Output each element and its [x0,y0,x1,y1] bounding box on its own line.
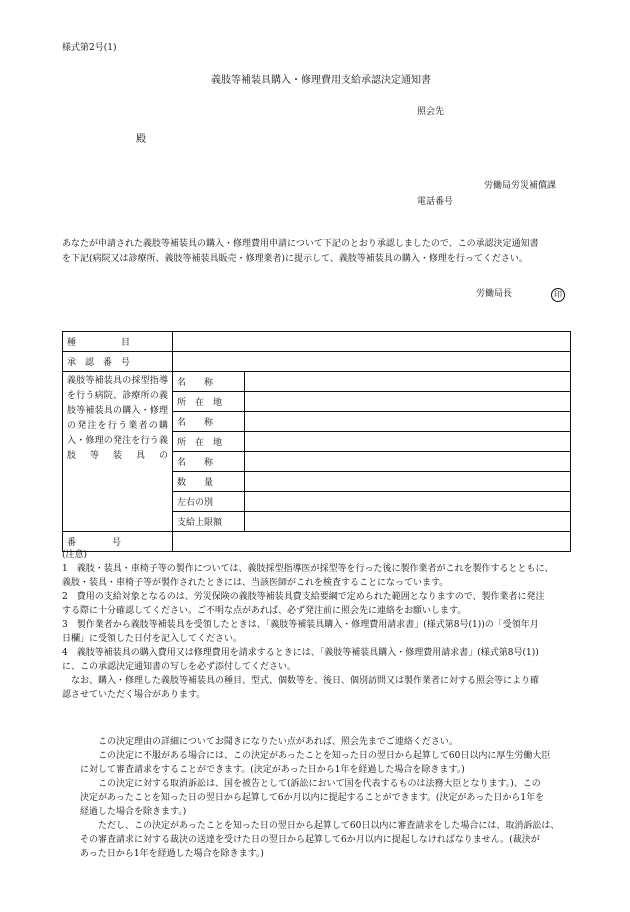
vendor-name-value [245,412,571,432]
appeal-line: ただし、この決定があったことを知った日の翌日から起算して60日以内に審査請求をした場合には、取消訴訟は、 [98,821,560,831]
note-line: 日欄」に受領した日付を記入してください。 [62,634,243,644]
table-row [63,332,571,352]
device-name-value [245,452,571,472]
body-text-line-2: を下記(病院又は診療所、義肢等補装具販売・修理業者)に提示して、義肢等補装具の購入・修理を行ってください。 [62,254,528,264]
vendor-address-label: 所 在 地 [173,432,245,452]
note-line: 義肢・装具・車椅子等が製作されたときには、当該医師がこれを検査することになっています。 [62,578,449,588]
type-value [173,332,571,352]
bureau-department: 労働局労災補償課 [484,181,557,191]
hospital-name-label: 名 称 [173,372,245,392]
body-text-line-1: あなたが申請された義肢等補装具の購入・修理費用申請について下記のとおり承認しましたので、この承認決定通知書 [62,239,539,249]
type-label: 種 目 [63,332,173,352]
note-line: 認させていただく場合があります。 [62,690,206,700]
addressee-suffix: 殿 [136,134,146,145]
limit-value [245,512,571,532]
limit-label: 支給上限額 [173,512,245,532]
note-line: 2 費用の支給対象となるのは、労災保険の義肢等補装具費支給要綱で定められた範囲となりますので、製作業者に発注 [62,592,545,602]
note-line: する際に十分確認してください。ご不明な点があれば、必ず発注前に照会先に連絡をお願いします。 [62,606,467,616]
approval-table [62,331,571,552]
table-row [63,352,571,372]
notes-heading: (注意) [62,550,88,560]
appeal-line: この決定理由の詳細についてお聞きになりたい点があれば、照会先までご連絡ください。 [98,737,458,747]
appeal-line: 決定があったことを知った日の翌日から起算して6か月以内に提起することができます。(決定があった日から1年を [80,793,545,803]
table-row [63,372,571,392]
phone-label: 電話番号 [417,197,454,207]
appeal-line: に対して審査請求をすることができます。(決定があった日から1年を経過した場合を除きます。) [80,765,465,775]
side-value [245,492,571,512]
appeal-section [80,735,572,861]
note-line: 1 義肢・装具・車椅子等の製作については、義肢採型指導医が採型等を行った後に製作業者がこれを製作するとともに、 [62,564,554,574]
approval-number-value [173,352,571,372]
reference-label: 照会先 [417,107,445,117]
quantity-label: 数 量 [173,472,245,492]
document-title: 義肢等補装具購入・修理費用支給承認決定通知書 [211,75,431,86]
side-label: 左右の別 [173,492,245,512]
appeal-line: 経過した場合を除きます。) [80,807,187,817]
note-line: 3 製作業者から義肢等補装具を受領したときは、「義肢等補装具購入・修理費用請求書」(様式第8号(1))の「受領年月 [62,620,539,630]
vendor-name-label: 名 称 [173,412,245,432]
vendor-address-value [245,432,571,452]
provider-group-label: 義肢等補装具の採型指導を行う病院、診療所の義肢等補装具の購入・修理の発注を行う業者の購入・修理の発注を行う義肢等装具の [63,372,173,532]
signer-label: 労働局長 [476,289,513,299]
approval-number-label: 承 認 番 号 [63,352,173,372]
note-line: に、この承認決定通知書の写しを必ず添付してください。 [62,662,297,672]
quantity-value [245,472,571,492]
device-name-label: 名 称 [173,452,245,472]
appeal-line: その審査請求に対する裁決の送達を受けた日の翌日から起算して6か月以内に提起しなければなりません。(裁決が [80,835,540,845]
hospital-address-label: 所 在 地 [173,392,245,412]
form-number: 様式第2号(1) [62,43,117,53]
appeal-line: あった日から1年を経過した場合を除きます。) [80,849,264,859]
note-line: なお、購入・修理した義肢等補装具の種目、型式、個数等を、後日、個別訪問又は製作業者に対する照会等により確 [71,676,540,686]
note-line: 4 義肢等補装具の購入費用又は修理費用を請求するときには、「義肢等補装具購入・修理費用請求書」(様式第8号(1)) [62,648,539,658]
number-label: 番 号 [63,532,173,552]
seal-mark: 印 [551,288,565,302]
appeal-line: この決定に対する取消訴訟は、国を被告として(訴訟において国を代表するものは法務大臣となります。)、この [98,779,541,789]
hospital-name-value [245,372,571,392]
notes-section [62,548,572,702]
appeal-line: この決定に不服がある場合には、この決定があったことを知った日の翌日から起算して60日以内に厚生労働大臣 [98,751,551,761]
hospital-address-value [245,392,571,412]
